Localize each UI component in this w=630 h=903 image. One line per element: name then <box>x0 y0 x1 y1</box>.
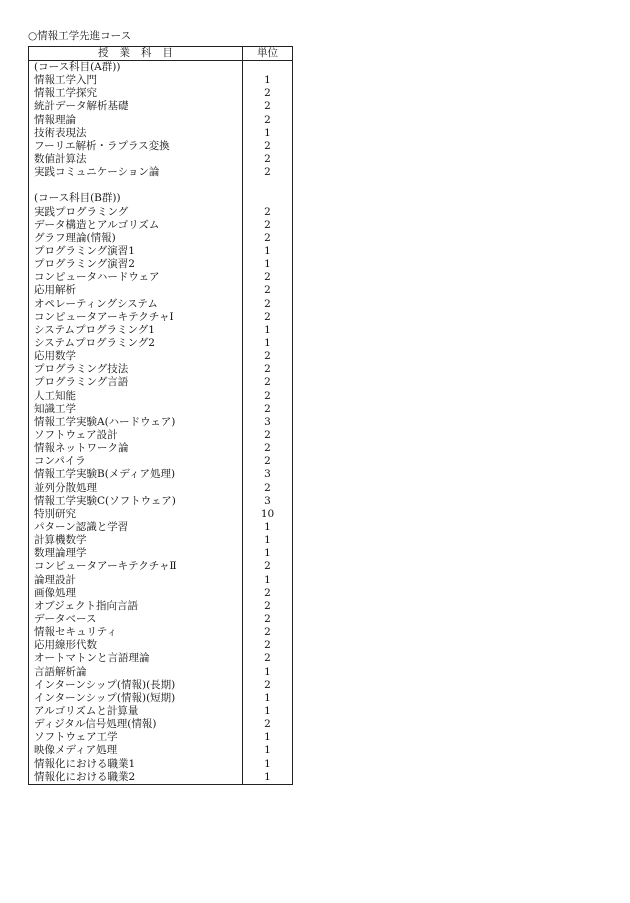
course-name: 実践コミュニケーション論 <box>29 166 243 179</box>
course-name: 画像処理 <box>29 587 243 600</box>
table-row <box>29 665 293 678</box>
course-credits: 1 <box>243 705 293 718</box>
table-row <box>29 206 293 219</box>
course-credits: 2 <box>243 114 293 127</box>
course-name: 計算機数学 <box>29 534 243 547</box>
table-row <box>29 324 293 337</box>
course-credits: 1 <box>243 127 293 140</box>
course-name: 応用数学 <box>29 350 243 363</box>
course-name: オートマトンと言語理論 <box>29 652 243 665</box>
table-row <box>29 337 293 350</box>
course-credits: 2 <box>243 232 293 245</box>
group-heading: (コース科目(B群)) <box>29 192 243 205</box>
course-credits: 2 <box>243 140 293 153</box>
table-row <box>29 153 293 166</box>
course-credits: 1 <box>243 324 293 337</box>
table-row <box>29 495 293 508</box>
course-credits: 2 <box>243 613 293 626</box>
course-credits: 1 <box>243 731 293 744</box>
course-credits: 2 <box>243 350 293 363</box>
course-credits: 1 <box>243 744 293 757</box>
table-row <box>29 390 293 403</box>
course-credits <box>243 179 293 192</box>
credits-column-header: 単位 <box>243 47 293 61</box>
course-credits: 1 <box>243 757 293 770</box>
course-credits: 1 <box>243 74 293 87</box>
course-credits: 2 <box>243 311 293 324</box>
course-name: 応用解析 <box>29 284 243 297</box>
subject-column-header: 授業科目 <box>29 47 243 61</box>
table-row <box>29 245 293 258</box>
table-row <box>29 416 293 429</box>
group-heading-row <box>29 61 293 75</box>
course-name: システムプログラミング1 <box>29 324 243 337</box>
course-name: 応用線形代数 <box>29 639 243 652</box>
course-credits: 1 <box>243 771 293 785</box>
course-name: 情報工学探究 <box>29 87 243 100</box>
table-row <box>29 284 293 297</box>
course-name: プログラミング言語 <box>29 376 243 389</box>
table-row <box>29 127 293 140</box>
table-row <box>29 613 293 626</box>
table-header-row <box>29 47 293 61</box>
course-credits: 2 <box>243 403 293 416</box>
course-name <box>29 179 243 192</box>
course-credits <box>243 61 293 75</box>
table-row <box>29 731 293 744</box>
course-credits: 1 <box>243 258 293 271</box>
course-name: オペレーティングシステム <box>29 298 243 311</box>
table-row <box>29 573 293 586</box>
course-credits: 2 <box>243 679 293 692</box>
table-row <box>29 600 293 613</box>
spacer-row <box>29 179 293 192</box>
table-row <box>29 311 293 324</box>
table-row <box>29 547 293 560</box>
table-row <box>29 482 293 495</box>
course-credits: 2 <box>243 600 293 613</box>
course-name: グラフ理論(情報) <box>29 232 243 245</box>
table-row <box>29 363 293 376</box>
table-row <box>29 350 293 363</box>
course-credits: 2 <box>243 718 293 731</box>
course-name: データベース <box>29 613 243 626</box>
table-row <box>29 376 293 389</box>
table-row <box>29 534 293 547</box>
course-name: パターン認識と学習 <box>29 521 243 534</box>
table-row <box>29 679 293 692</box>
table-row <box>29 744 293 757</box>
course-name: システムプログラミング2 <box>29 337 243 350</box>
course-credits: 2 <box>243 587 293 600</box>
table-row <box>29 232 293 245</box>
table-row <box>29 429 293 442</box>
course-credits: 2 <box>243 298 293 311</box>
course-name: オブジェクト指向言語 <box>29 600 243 613</box>
course-name: 言語解析論 <box>29 665 243 678</box>
course-credits: 2 <box>243 482 293 495</box>
course-name: プログラミング演習1 <box>29 245 243 258</box>
table-row <box>29 298 293 311</box>
course-name: アルゴリズムと計算量 <box>29 705 243 718</box>
course-name: 情報化における職業2 <box>29 771 243 785</box>
table-row <box>29 403 293 416</box>
table-row <box>29 219 293 232</box>
table-row <box>29 166 293 179</box>
course-name: 数理論理学 <box>29 547 243 560</box>
course-credits: 2 <box>243 166 293 179</box>
group-heading: (コース科目(A群)) <box>29 61 243 75</box>
course-name: 論理設計 <box>29 573 243 586</box>
course-credits: 2 <box>243 442 293 455</box>
table-row <box>29 521 293 534</box>
course-name: インターンシップ(情報)(短期) <box>29 692 243 705</box>
course-credits: 2 <box>243 455 293 468</box>
course-name: 並列分散処理 <box>29 482 243 495</box>
table-row <box>29 692 293 705</box>
table-row <box>29 455 293 468</box>
course-credits: 1 <box>243 665 293 678</box>
course-credits: 1 <box>243 337 293 350</box>
course-name: コンピュータハードウェア <box>29 271 243 284</box>
course-name: コンピュータアーキテクチャⅡ <box>29 560 243 573</box>
course-name: コンピュータアーキテクチャⅠ <box>29 311 243 324</box>
course-table <box>28 46 293 785</box>
course-credits: 2 <box>243 206 293 219</box>
course-name: インターンシップ(情報)(長期) <box>29 679 243 692</box>
table-row <box>29 626 293 639</box>
course-name: 数値計算法 <box>29 153 243 166</box>
course-credits: 2 <box>243 271 293 284</box>
course-name: 情報理論 <box>29 114 243 127</box>
course-name: プログラミング技法 <box>29 363 243 376</box>
course-credits: 2 <box>243 376 293 389</box>
course-credits: 2 <box>243 153 293 166</box>
table-row <box>29 100 293 113</box>
table-row <box>29 442 293 455</box>
course-credits: 2 <box>243 560 293 573</box>
course-credits: 2 <box>243 429 293 442</box>
course-name: 実践プログラミング <box>29 206 243 219</box>
course-credits: 2 <box>243 100 293 113</box>
course-credits: 2 <box>243 652 293 665</box>
course-credits: 10 <box>243 508 293 521</box>
table-row <box>29 639 293 652</box>
table-row <box>29 271 293 284</box>
course-credits: 3 <box>243 468 293 481</box>
course-name: 情報化における職業1 <box>29 757 243 770</box>
course-credits: 2 <box>243 87 293 100</box>
course-name: 統計データ解析基礎 <box>29 100 243 113</box>
course-name: 映像メディア処理 <box>29 744 243 757</box>
table-row <box>29 508 293 521</box>
course-name: 知識工学 <box>29 403 243 416</box>
course-credits: 1 <box>243 534 293 547</box>
course-name: 情報セキュリティ <box>29 626 243 639</box>
course-name: 人工知能 <box>29 390 243 403</box>
table-row <box>29 757 293 770</box>
table-row <box>29 560 293 573</box>
table-row <box>29 258 293 271</box>
table-row <box>29 771 293 785</box>
course-credits: 2 <box>243 390 293 403</box>
course-credits: 2 <box>243 284 293 297</box>
course-name: ソフトウェア工学 <box>29 731 243 744</box>
table-row <box>29 74 293 87</box>
group-heading-row <box>29 192 293 205</box>
table-row <box>29 468 293 481</box>
table-row <box>29 114 293 127</box>
table-row <box>29 705 293 718</box>
course-credits: 2 <box>243 626 293 639</box>
table-row <box>29 718 293 731</box>
table-row <box>29 87 293 100</box>
course-name: 情報ネットワーク論 <box>29 442 243 455</box>
course-credits: 1 <box>243 245 293 258</box>
course-credits: 1 <box>243 547 293 560</box>
table-row <box>29 140 293 153</box>
course-name: 特別研究 <box>29 508 243 521</box>
course-name: コンパイラ <box>29 455 243 468</box>
course-credits: 2 <box>243 219 293 232</box>
course-name: データ構造とアルゴリズム <box>29 219 243 232</box>
table-row <box>29 652 293 665</box>
course-name: 情報工学実験B(メディア処理) <box>29 468 243 481</box>
course-name: 情報工学実験C(ソフトウェア) <box>29 495 243 508</box>
course-credits: 1 <box>243 521 293 534</box>
course-credits: 1 <box>243 692 293 705</box>
course-table-body <box>29 61 293 785</box>
table-row <box>29 587 293 600</box>
course-name: ディジタル信号処理(情報) <box>29 718 243 731</box>
course-credits: 1 <box>243 573 293 586</box>
course-name: 情報工学入門 <box>29 74 243 87</box>
course-name: 情報工学実験A(ハードウェア) <box>29 416 243 429</box>
course-name: 技術表現法 <box>29 127 243 140</box>
course-name: プログラミング演習2 <box>29 258 243 271</box>
course-name: フーリエ解析・ラプラス変換 <box>29 140 243 153</box>
course-credits: 3 <box>243 495 293 508</box>
course-name: ソフトウェア設計 <box>29 429 243 442</box>
course-credits <box>243 192 293 205</box>
course-credits: 2 <box>243 639 293 652</box>
page-title: ○情報工学先進コース <box>28 30 132 42</box>
course-credits: 2 <box>243 363 293 376</box>
course-credits: 3 <box>243 416 293 429</box>
